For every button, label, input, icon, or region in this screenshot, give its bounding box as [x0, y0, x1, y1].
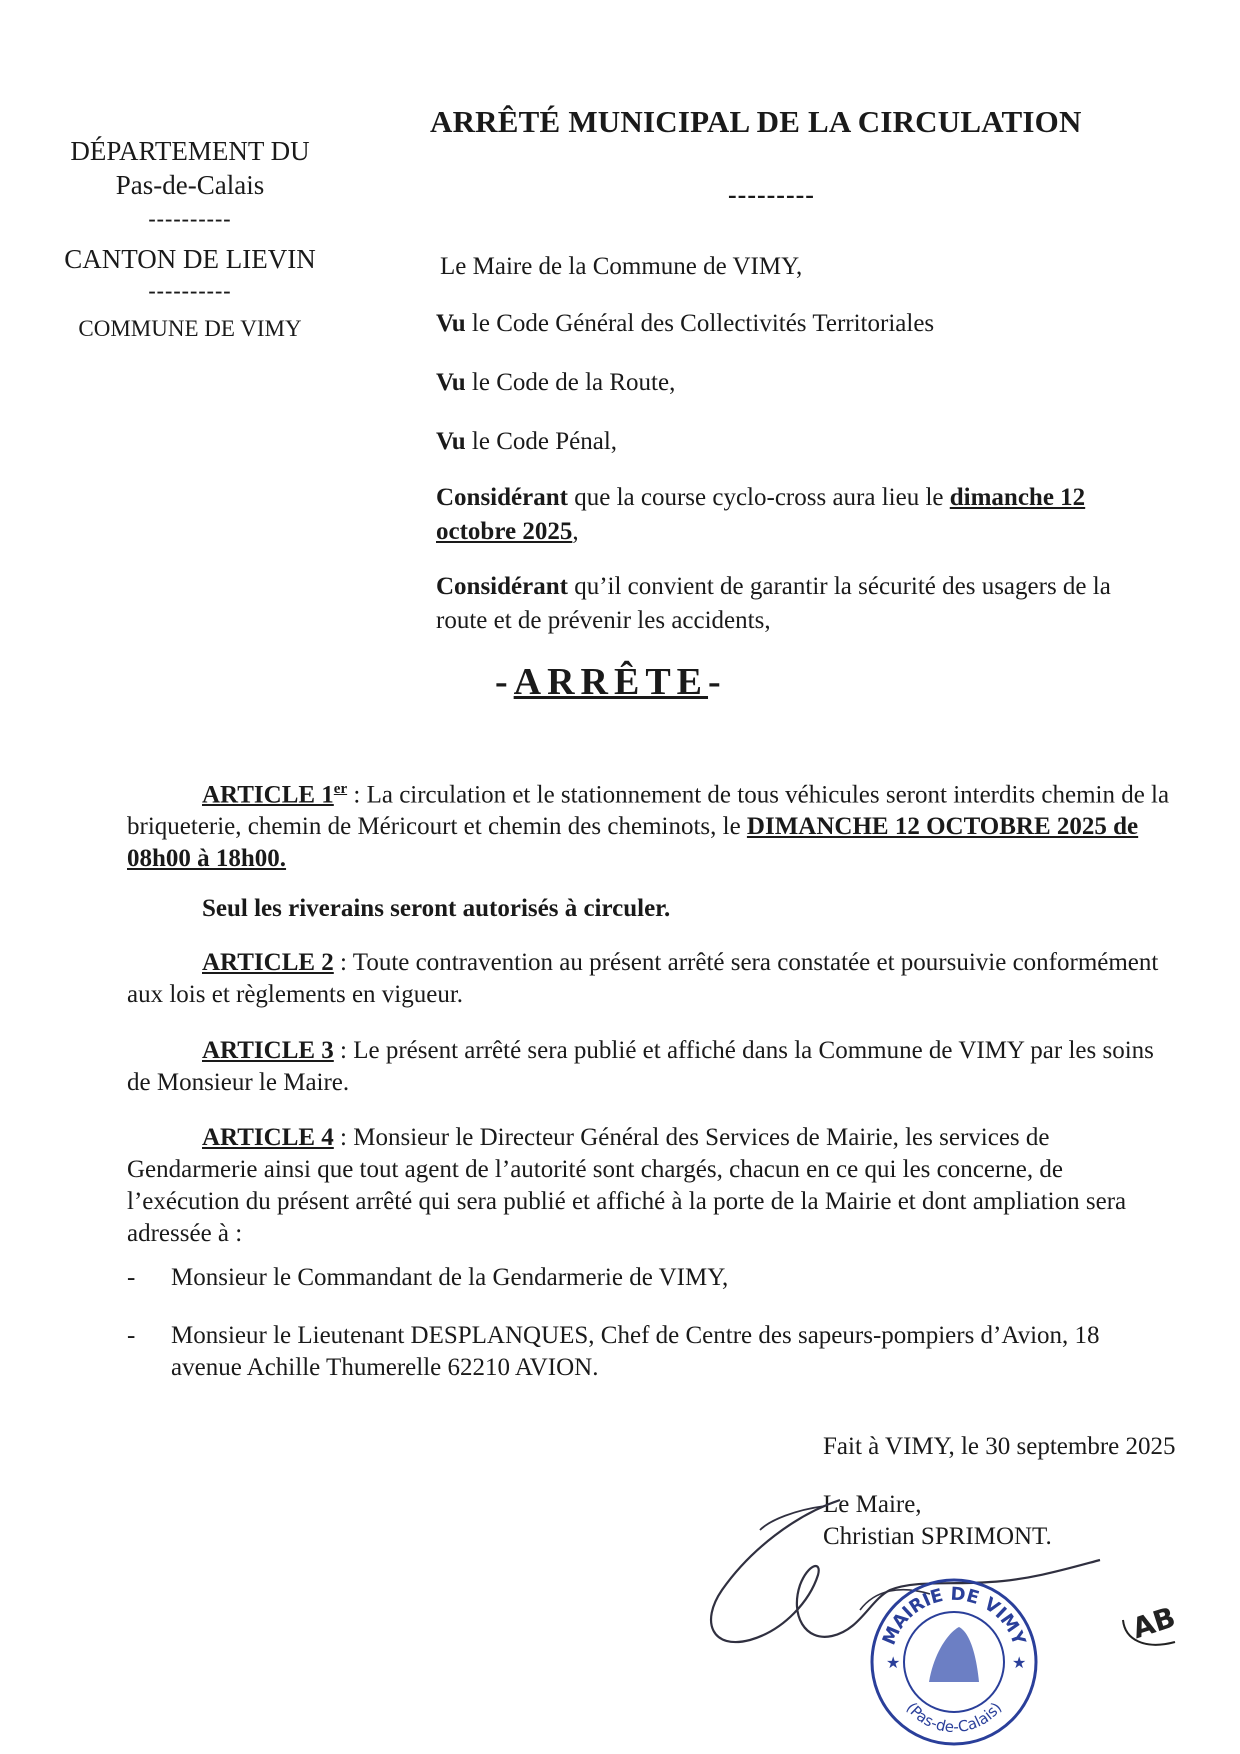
maire-line: Le Maire de la Commune de VIMY, [440, 253, 803, 280]
article-label: ARTICLE 1 [202, 781, 334, 809]
vu-label: Vu [436, 369, 466, 396]
header-separator: ---------- [148, 206, 232, 231]
department-name: Pas-de-Calais [115, 170, 265, 200]
title-separator: --------- [728, 180, 815, 209]
vu-code-penal [436, 425, 617, 459]
considerant-label: Considérant [436, 573, 568, 600]
considerant-label: Considérant [436, 484, 568, 511]
document-title: ARRÊTÉ MUNICIPAL DE LA CIRCULATION [430, 104, 1082, 139]
arrete-dash: - [495, 661, 514, 703]
svg-text:★: ★ [1012, 1653, 1027, 1672]
stamp-bottom-text: (Pas-de-Calais) [902, 1698, 1006, 1737]
considerant-text-2: route et de prévenir les accidents, [436, 607, 771, 634]
article-label: ARTICLE 3 [202, 1037, 334, 1064]
initials-text: AB [1128, 1600, 1180, 1646]
mairie-stamp [864, 1572, 1044, 1752]
signatory-role: Le Maire, [823, 1491, 922, 1518]
recipient-item: Monsieur le Lieutenant DESPLANQUES, Chef de Centre des sapeurs-pompiers d’Avion, 18 avenue Achille Thumerelle 62210 AVION. [171, 1322, 1100, 1381]
department-line: DÉPARTEMENT DU [70, 136, 310, 166]
recipient-item: Monsieur le Commandant de la Gendarmerie de VIMY, [171, 1264, 729, 1291]
arrete-dash: - [708, 661, 727, 703]
canton-name: CANTON DE LIEVIN [64, 244, 316, 274]
article-text: : Le présent arrêté sera publié et affiché dans la Commune de VIMY par les soins de Monsieur le Maire. [127, 1037, 1154, 1096]
initials-mark [1115, 1590, 1195, 1660]
vu-label: Vu [436, 428, 466, 455]
arrete-heading [495, 660, 727, 704]
article-text: : La circulation et le stationnement de tous véhicules seront interdits chemin de la briqueterie, chemin de Méricourt et chemin des cheminots, le [127, 781, 1170, 841]
article-label: ARTICLE 2 [202, 949, 334, 976]
vu-code-route [436, 366, 675, 400]
department-header [40, 136, 340, 344]
bullet-mark: - [127, 1322, 136, 1349]
article-label: ARTICLE 4 [202, 1124, 334, 1151]
svg-text:(Pas-de-Calais) [903, 1699, 1006, 1736]
article-text: : Monsieur le Directeur Général des Services de Mairie, les services de Gendarmerie ainsi que tout agent de l’autorité sont chargés, chacun en ce qui les concerne, de l’exécution du présent arrêté qui sera publié et affiché à la porte de la Mairie et dont ampliation sera adressée à : [127, 1124, 1127, 1247]
riverains-text: Seul les riverains seront autorisés à circuler. [202, 895, 671, 922]
riverains-note [127, 893, 1177, 925]
article-1 [127, 773, 1177, 875]
vu-text: le Code Général des Collectivités Territoriales [465, 310, 935, 337]
vu-text: le Code Pénal, [465, 428, 618, 455]
considerant-text: qu’il convient de garantir la sécurité des usagers de la [567, 573, 1111, 600]
svg-text:★: ★ [886, 1653, 901, 1672]
vu-label: Vu [436, 310, 466, 337]
vu-text: le Code de la Route, [465, 369, 676, 396]
commune-name: COMMUNE DE VIMY [78, 316, 302, 341]
considerant-securite [436, 570, 1196, 638]
considerant-end: , [572, 518, 579, 545]
arrete-word: ARRÊTE [513, 661, 709, 703]
article-sup: er [333, 781, 348, 797]
article-3 [127, 1035, 1177, 1099]
place-date: Fait à VIMY, le 30 septembre 2025 [823, 1433, 1176, 1460]
stamp-top-text: MAIRIE DE VIMY [878, 1583, 1030, 1649]
header-separator: ---------- [148, 278, 232, 303]
article-date: DIMANCHE 12 OCTOBRE 2025 de 08h00 à 18h00. [127, 813, 1139, 873]
bullet-mark: - [127, 1264, 136, 1291]
considerant-text: que la course cyclo-cross aura lieu le [567, 484, 950, 511]
vu-cgct [436, 307, 934, 341]
course-date-a: dimanche 12 [949, 484, 1086, 511]
signatory-name: Christian SPRIMONT. [823, 1523, 1052, 1550]
considerant-course [436, 481, 1176, 549]
course-date-b: octobre 2025 [436, 518, 573, 545]
article-4 [127, 1122, 1177, 1250]
article-text: : Toute contravention au présent arrêté sera constatée et poursuivie conformément aux lois et règlements en vigueur. [127, 949, 1159, 1008]
article-2 [127, 947, 1177, 1011]
